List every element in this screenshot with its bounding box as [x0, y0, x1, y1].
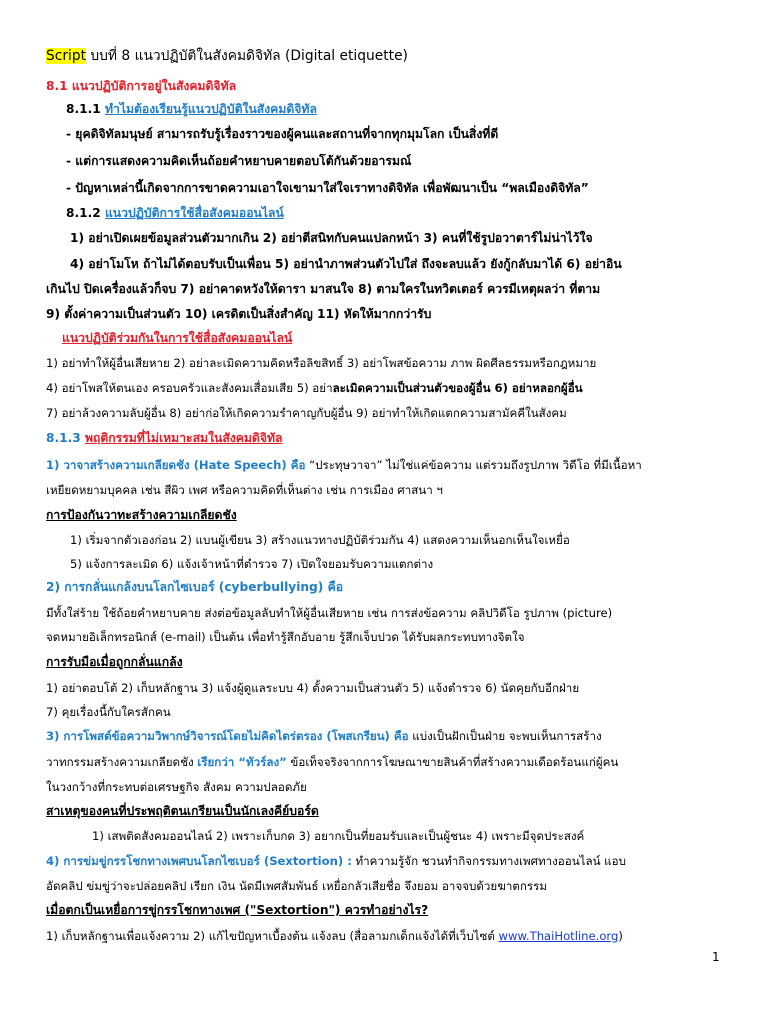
section-8-1-heading: 8.1 แนวปฏิบัติการอยู่ในสังคมดิจิทัล	[46, 79, 237, 93]
hate-speech-paragraph	[46, 455, 746, 475]
title-highlight: Script	[46, 48, 87, 64]
title-text: บบที่ 8 แนวปฏิบัติในสังคมดิจิทัล (Digital etiquette)	[86, 48, 408, 64]
bullet-line: - ปัญหาเหล่านี้เกิดจากการขาดความเอาใจเขามาใส่ใจเราทางดิจิทัล เพื่อพัฒนาเป็น “พลเมืองดิจิทัล”	[66, 181, 589, 195]
guideline-line: เกินไป ปิดเครื่องแล้วก็จบ 7) อย่าคาดหวังให้ดารา มาสนใจ 8) ตามใครในทวิตเตอร์ ควรมีเหตุผลว่า ที่ตาม	[46, 282, 601, 296]
hate-speech-heading: 1) วาจาสร้างความเกลียดชัง (Hate Speech) คือ	[46, 458, 306, 472]
troll-cause-line: 1) เสพติดสังคมออนไลน์ 2) เพราะเก็บกด 3) อยากเป็นที่ยอมรับและเป็นผู้ชนะ 4) เพราะมีจุดประสงค์	[92, 829, 585, 843]
troll-text: แบ่งเป็นฝักเป็นฝ่าย จะพบเห็นการสร้าง	[408, 729, 602, 743]
section-number: 8.1.3	[46, 431, 85, 445]
joint-line-part: 4) อย่าโพสให้ตนเอง ครอบครัวและสังคมเสื่อมเสีย 5) อย่า	[46, 381, 333, 395]
sextortion-text: ทำความรู้จัก ชวนทำกิจกรรมทางเพศทางออนไลน์ แอบ	[351, 854, 626, 868]
cyberbullying-heading: 2) การกลั่นแกล้งบนโลกไซเบอร์ (cyberbullying) คือ	[46, 580, 344, 594]
bullet-line: - แต่การแสดงความคิดเห็นถ้อยคำหยาบคายตอบโต้กันด้วยอารมณ์	[66, 154, 412, 168]
troll-paragraph	[46, 726, 746, 746]
thaihotline-link[interactable]: www.ThaiHotline.org	[498, 929, 619, 943]
hate-speech-text: “ประทุษวาจา” ไม่ใช่แค่ข้อความ แต่รวมถึงรูปภาพ วิดีโอ ที่มีเนื้อหา	[305, 458, 642, 472]
guideline-line: 4) อย่าโมโห ถ้าไม่ได้ตอบรับเป็นเพื่อน 5) อย่านำภาพส่วนตัวไปใส่ ถึงจะลบแล้ว ยังกู้กลับมาได้ 6) อย่าอิน	[70, 257, 622, 271]
coping-line: 7) คุยเรื่องนี้กับใครสักคน	[46, 705, 171, 719]
joint-line-bold-part: ละเมิดความเป็นส่วนตัวของผู้อื่น 6) อย่าหลอกผู้อื่น	[332, 381, 583, 395]
troll-cause-heading: สาเหตุของคนที่ประพฤติตนเกรียนเป็นนักเลงคีย์บอร์ด	[46, 804, 319, 818]
joint-line: 7) อย่าล้วงความลับผู้อื่น 8) อย่าก่อให้เกิดความรำคาญกับผู้อื่น 9) อย่าทำให้เกิดแตกความสามัคคีในสังคม	[46, 406, 567, 420]
section-8-1-2-heading	[66, 203, 766, 223]
page-title	[46, 46, 746, 66]
section-title: พฤติกรรมที่ไม่เหมาะสมในสังคมดิจิทัล	[84, 431, 283, 445]
troll-heading: 3) การโพสต์ข้อความวิพากษ์วิจารณ์โดยไม่คิดไตร่ตรอง (โพสเกรียน) คือ	[46, 729, 409, 743]
troll-text-part: ข้อเท็จจริงจากการโฆษณาขายสินค้าที่สร้างความเดือดร้อนแก่ผู้คน	[286, 755, 619, 769]
page-number: 1	[712, 950, 720, 964]
guideline-line: 1) อย่าเปิดเผยข้อมูลส่วนตัวมากเกิน 2) อย่าตีสนิทกับคนแปลกหน้า 3) คนที่ใช้รูปอวาตาร์ไม่น่าไว้ใจ	[70, 231, 593, 245]
sextortion-answer-line	[46, 926, 746, 946]
sextortion-paragraph	[46, 851, 746, 871]
troll-text-line: ในวงกว้างที่กระทบต่อเศรษฐกิจ สังคม ความปลอดภัย	[46, 780, 307, 794]
sextortion-answer-end: )	[618, 929, 623, 943]
troll-tour-term: เรียกว่า “ทัวร์ลง”	[197, 755, 287, 769]
sextortion-heading: 4) การข่มขู่กรรโชกทางเพศบนโลกไซเบอร์ (Sextortion) :	[46, 854, 352, 868]
joint-line	[46, 378, 746, 398]
prevention-line: 1) เริ่มจากตัวเองก่อน 2) แบนผู้เขียน 3) สร้างแนวทางปฏิบัติร่วมกัน 4) แสดงความเห็นอกเห็นใจเหยื่อ	[70, 533, 570, 547]
section-title: แนวปฏิบัติการใช้สื่อสังคมออนไลน์	[104, 206, 284, 220]
guideline-line: 9) ตั้งค่าความเป็นส่วนตัว 10) เครดิตเป็นสิ่งสำคัญ 11) หัดให้มากกว่ารับ	[46, 307, 432, 321]
section-number: 8.1.2	[66, 206, 105, 220]
troll-text-line	[46, 752, 746, 772]
coping-heading: การรับมือเมื่อถูกกลั่นแกล้ง	[46, 655, 183, 669]
cyberbullying-text-line: จดหมายอิเล็กทรอนิกส์ (e-mail) เป็นต้น เพื่อทำรู้สึกอับอาย รู้สึกเจ็บปวด ได้รับผลกระทบทางจิตใจ	[46, 630, 525, 644]
sextortion-text-line: อัดคลิป ข่มขู่ว่าจะปล่อยคลิป เรียก เงิน นัดมีเพศสัมพันธ์ เหยื่อกลัวเสียชื่อ จึงยอม อาจจบด้วยฆาตกรรม	[46, 879, 547, 893]
prevention-line: 5) แจ้งการละเมิด 6) แจ้งเจ้าหน้าที่ตำรวจ 7) เปิดใจยอมรับความแตกต่าง	[70, 557, 434, 571]
joint-line: 1) อย่าทำให้ผู้อื่นเสียหาย 2) อย่าละเมิดความคิดหรือลิขสิทธิ์ 3) อย่าโพสข้อความ ภาพ ผิดศีลธรรมหรือกฎหมาย	[46, 356, 597, 370]
sextortion-question-heading: เมื่อตกเป็นเหยื่อการขู่กรรโชกทางเพศ ("Sextortion") ควรทำอย่างไร?	[46, 903, 429, 917]
coping-line: 1) อย่าตอบโต้ 2) เก็บหลักฐาน 3) แจ้งผู้ดูแลระบบ 4) ตั้งความเป็นส่วนตัว 5) แจ้งตำรวจ 6) นัดคุยกับอีกฝ่าย	[46, 681, 580, 695]
sextortion-answer-text: 1) เก็บหลักฐานเพื่อแจ้งความ 2) แก้ไขปัญหาเบื้องต้น แจ้งลบ (สื่อลามกเด็กแจ้งได้ที่เว็บไซต์	[46, 929, 499, 943]
section-8-1-1-heading	[66, 99, 766, 119]
cyberbullying-text-line: มีทั้งใส่ร้าย ใช้ถ้อยคำหยาบคาย ส่งต่อข้อมูลลับทำให้ผู้อื่นเสียหาย เช่น การส่งข้อความ คลิปวิดีโอ รูปภาพ (picture)	[46, 606, 613, 620]
section-8-1-3-heading	[46, 428, 746, 448]
section-number: 8.1.1	[66, 102, 105, 116]
bullet-line: - ยุคดิจิทัลมนุษย์ สามารถรับรู้เรื่องราวของผู้คนและสถานที่จากทุกมุมโลก เป็นสิ่งที่ดี	[66, 127, 499, 141]
section-title: ทำไมต้องเรียนรู้แนวปฏิบัติในสังคมดิจิทัล	[104, 102, 317, 116]
troll-text-part: วาทกรรมสร้างความเกลียดชัง	[46, 755, 198, 769]
prevention-heading: การป้องกันวาทะสร้างความเกลียดชัง	[46, 508, 237, 522]
hate-speech-text-line: เหยียดหยามบุคคล เช่น สีผิว เพศ หรือความคิดที่เห็นต่าง เช่น การเมือง ศาสนา ฯ	[46, 483, 443, 497]
joint-guideline-heading: แนวปฏิบัติร่วมกันในการใช้สื่อสังคมออนไลน์	[62, 331, 293, 345]
